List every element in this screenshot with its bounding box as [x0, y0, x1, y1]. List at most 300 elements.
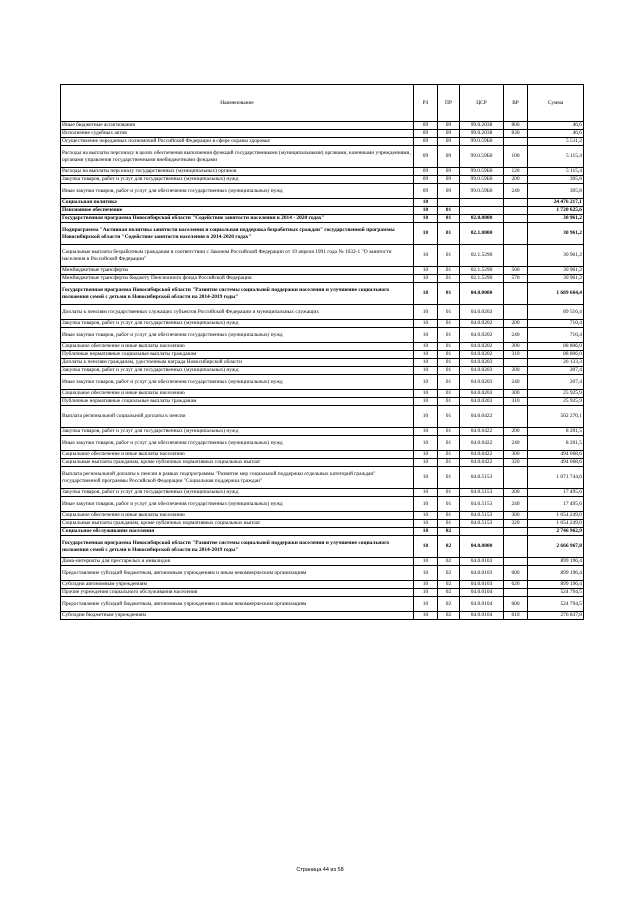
cell-pr: 09 — [438, 168, 460, 176]
page-number: Страница 44 из 58 — [296, 867, 344, 873]
cell-name: Иные закупки товаров, работ и услуг для обеспечения государственных (муниципальных) нужд — [61, 497, 414, 512]
cell-sum: 524 794,5 — [528, 597, 584, 612]
cell-rz: 10 — [414, 215, 438, 223]
cell-name: Публичные нормативные социальные выплаты гражданам — [61, 351, 414, 359]
cell-name: Публичные нормативные социальные выплаты гражданам — [61, 398, 414, 406]
table-row — [61, 168, 584, 176]
cell-csr: 04.0.0422 — [460, 436, 504, 451]
cell-sum: 2 746 962,9 — [528, 528, 584, 536]
cell-sum: 46,6 — [528, 130, 584, 138]
cell-name: Иные бюджетные ассигнования — [61, 122, 414, 130]
cell-sum: 5 115,4 — [528, 146, 584, 168]
cell-sum: 494 068,6 — [528, 459, 584, 467]
table-row — [61, 320, 584, 328]
cell-csr: 04.0.5153 — [460, 512, 504, 520]
cell-vr: 240 — [504, 436, 528, 451]
cell-csr: 99.0.59Б0 — [460, 184, 504, 199]
cell-name: Иные закупки товаров, работ и услуг для обеспечения государственных (муниципальных) нужд — [61, 184, 414, 199]
cell-rz: 10 — [414, 267, 438, 275]
cell-name: Межбюджетные трансферты бюджету Пенсионного фонда Российской Федерации — [61, 275, 414, 283]
cell-pr: 01 — [438, 520, 460, 528]
table-row — [61, 612, 584, 620]
table-row — [61, 558, 584, 566]
cell-vr: 610 — [504, 612, 528, 620]
cell-vr: 200 — [504, 428, 528, 436]
cell-pr: 01 — [438, 245, 460, 267]
cell-rz: 10 — [414, 305, 438, 320]
cell-csr: 04.0.0202 — [460, 351, 504, 359]
cell-csr: 04.0.0103 — [460, 581, 504, 589]
cell-name: Подпрограмма "Активная политика занятости населения и социальная поддержка безработных граждан" государственной программы Новосибирской области "Содействие занятости населения в 2014-2020 годах" — [61, 223, 414, 245]
cell-csr: 99.0.59Б0 — [460, 138, 504, 146]
cell-sum: 30 961,2 — [528, 267, 584, 275]
cell-pr: 02 — [438, 581, 460, 589]
cell-rz: 10 — [414, 199, 438, 207]
cell-rz: 09 — [414, 168, 438, 176]
cell-csr: 04.0.0104 — [460, 597, 504, 612]
cell-pr: 01 — [438, 489, 460, 497]
cell-vr: 240 — [504, 497, 528, 512]
cell-sum: 30 961,2 — [528, 275, 584, 283]
cell-pr: 01 — [438, 305, 460, 320]
cell-rz: 10 — [414, 328, 438, 343]
table-row — [61, 489, 584, 497]
cell-csr — [460, 207, 504, 215]
cell-rz: 10 — [414, 581, 438, 589]
cell-csr: 04.0.0422 — [460, 428, 504, 436]
cell-rz: 10 — [414, 367, 438, 375]
cell-sum: 1 054 249,0 — [528, 520, 584, 528]
cell-name: Субсидии бюджетным учреждениям — [61, 612, 414, 620]
cell-pr: 01 — [438, 390, 460, 398]
cell-csr: 04.0.0203 — [460, 375, 504, 390]
cell-csr: 04.0.0422 — [460, 459, 504, 467]
cell-csr — [460, 199, 504, 207]
cell-rz: 10 — [414, 436, 438, 451]
cell-pr: 09 — [438, 130, 460, 138]
cell-name: Дома-интернаты для престарелых и инвалидов — [61, 558, 414, 566]
cell-pr: 01 — [438, 351, 460, 359]
cell-csr: 04.0.5153 — [460, 497, 504, 512]
cell-pr: 09 — [438, 146, 460, 168]
cell-vr: 620 — [504, 581, 528, 589]
cell-vr — [504, 215, 528, 223]
cell-vr — [504, 245, 528, 267]
cell-csr: 02.0.0000 — [460, 215, 504, 223]
cell-rz: 10 — [414, 343, 438, 351]
cell-rz: 09 — [414, 130, 438, 138]
cell-sum: 899 196,4 — [528, 566, 584, 581]
cell-vr — [504, 467, 528, 489]
cell-pr: 01 — [438, 283, 460, 305]
cell-pr: 02 — [438, 589, 460, 597]
cell-csr: 04.0.0202 — [460, 320, 504, 328]
cell-sum: 25 925,9 — [528, 390, 584, 398]
cell-sum: 395,8 — [528, 176, 584, 184]
cell-sum: 25 925,9 — [528, 398, 584, 406]
header-name: Наименование — [61, 85, 414, 122]
cell-sum: 26 133,3 — [528, 359, 584, 367]
cell-csr: 02.1.5290 — [460, 267, 504, 275]
cell-rz: 10 — [414, 207, 438, 215]
cell-name: Закупка товаров, работ и услуг для государственных (муниципальных) нужд — [61, 428, 414, 436]
table-body — [61, 122, 584, 620]
table-row — [61, 275, 584, 283]
cell-csr: 04.0.0202 — [460, 328, 504, 343]
cell-rz: 10 — [414, 451, 438, 459]
cell-csr: 04.0.0103 — [460, 566, 504, 581]
cell-name: Социальная политика — [61, 199, 414, 207]
cell-vr: 310 — [504, 398, 528, 406]
cell-rz: 10 — [414, 520, 438, 528]
cell-pr: 01 — [438, 275, 460, 283]
cell-name: Расходы на выплаты персоналу в целях обеспечения выполнения функций государственными (муниципальными) органами, казенными учреждениями, органами управления государственными внебюджетными фондами — [61, 146, 414, 168]
cell-csr: 04.0.0000 — [460, 283, 504, 305]
cell-pr: 01 — [438, 223, 460, 245]
table-row — [61, 528, 584, 536]
table-row — [61, 459, 584, 467]
table-row — [61, 451, 584, 459]
cell-name: Иные закупки товаров, работ и услуг для обеспечения государственных (муниципальных) нужд — [61, 436, 414, 451]
cell-vr: 830 — [504, 130, 528, 138]
cell-csr: 04.0.0203 — [460, 390, 504, 398]
cell-name: Пенсионное обеспечение — [61, 207, 414, 215]
cell-rz: 10 — [414, 223, 438, 245]
cell-pr: 02 — [438, 597, 460, 612]
cell-csr: 04.0.0104 — [460, 589, 504, 597]
cell-name: Социальное обеспечение и иные выплаты населению — [61, 512, 414, 520]
cell-rz: 10 — [414, 459, 438, 467]
budget-table — [60, 84, 584, 620]
header-rz: РЗ — [414, 85, 438, 122]
cell-csr: 04.0.0103 — [460, 558, 504, 566]
table-row — [61, 359, 584, 367]
cell-vr — [504, 558, 528, 566]
cell-vr — [504, 528, 528, 536]
cell-rz: 10 — [414, 489, 438, 497]
cell-sum: 89 516,4 — [528, 305, 584, 320]
cell-csr: 04.0.0203 — [460, 398, 504, 406]
cell-name: Государственная программа Новосибирской области "Развитие системы социальной поддержки населения и улучшение социального положения семей с детьми в Новосибирской области на 2014-2019 годы" — [61, 536, 414, 558]
cell-sum: 899 196,4 — [528, 581, 584, 589]
cell-pr: 02 — [438, 536, 460, 558]
cell-sum: 17 495,6 — [528, 489, 584, 497]
cell-vr: 600 — [504, 566, 528, 581]
cell-vr: 600 — [504, 597, 528, 612]
cell-rz: 10 — [414, 245, 438, 267]
cell-sum: 207,4 — [528, 367, 584, 375]
cell-sum: 17 495,6 — [528, 497, 584, 512]
cell-sum: 395,8 — [528, 184, 584, 199]
table-row — [61, 390, 584, 398]
header-csr: ЦСР — [460, 85, 504, 122]
cell-rz: 09 — [414, 138, 438, 146]
cell-sum: 5 115,4 — [528, 168, 584, 176]
cell-name: Закупка товаров, работ и услуг для государственных (муниципальных) нужд — [61, 176, 414, 184]
cell-vr: 300 — [504, 451, 528, 459]
cell-name: Социальные выплаты гражданам, кроме публичных нормативных социальных выплат — [61, 520, 414, 528]
cell-name: Межбюджетные трансферты — [61, 267, 414, 275]
cell-rz: 10 — [414, 283, 438, 305]
cell-sum: 1 720 625,6 — [528, 207, 584, 215]
cell-vr: 500 — [504, 267, 528, 275]
table-row — [61, 367, 584, 375]
cell-csr: 04.0.0104 — [460, 612, 504, 620]
cell-csr: 99.0.2038 — [460, 130, 504, 138]
cell-name: Предоставление субсидий бюджетным, автономным учреждениям и иным некоммерческим организациям — [61, 597, 414, 612]
cell-sum: 8 201,5 — [528, 436, 584, 451]
cell-vr — [504, 223, 528, 245]
cell-sum: 24 476 217,1 — [528, 199, 584, 207]
cell-rz: 10 — [414, 536, 438, 558]
cell-name: Закупка товаров, работ и услуг для государственных (муниципальных) нужд — [61, 320, 414, 328]
cell-sum: 1 054 249,0 — [528, 512, 584, 520]
cell-name: Осуществление переданных полномочий Российской Федерации в сфере охраны здоровья — [61, 138, 414, 146]
cell-pr: 09 — [438, 138, 460, 146]
header-sum: Сумма — [528, 85, 584, 122]
cell-vr: 240 — [504, 328, 528, 343]
table-row — [61, 467, 584, 489]
cell-name: Предоставление субсидий бюджетным, автономным учреждениям и иным некоммерческим организациям — [61, 566, 414, 581]
cell-sum: 88 806,0 — [528, 351, 584, 359]
cell-name: Иные закупки товаров, работ и услуг для обеспечения государственных (муниципальных) нужд — [61, 375, 414, 390]
cell-name: Социальное обеспечение и иные выплаты населению — [61, 451, 414, 459]
cell-sum: 899 196,4 — [528, 558, 584, 566]
cell-name: Закупка товаров, работ и услуг для государственных (муниципальных) нужд — [61, 489, 414, 497]
cell-pr: 01 — [438, 328, 460, 343]
table-row — [61, 122, 584, 130]
header-vr: ВР — [504, 85, 528, 122]
table-row — [61, 176, 584, 184]
cell-name: Прочие учреждения социального обслуживания населения — [61, 589, 414, 597]
cell-csr: 04.0.5153 — [460, 467, 504, 489]
cell-vr: 300 — [504, 390, 528, 398]
cell-vr — [504, 283, 528, 305]
cell-csr: 02.1.5290 — [460, 245, 504, 267]
cell-sum: 88 806,0 — [528, 343, 584, 351]
cell-rz: 10 — [414, 528, 438, 536]
cell-sum: 30 961,2 — [528, 215, 584, 223]
cell-pr: 01 — [438, 267, 460, 275]
cell-vr: 310 — [504, 351, 528, 359]
cell-rz: 10 — [414, 558, 438, 566]
cell-vr: 300 — [504, 512, 528, 520]
cell-vr: 200 — [504, 320, 528, 328]
table-row — [61, 589, 584, 597]
cell-pr: 01 — [438, 215, 460, 223]
cell-name: Субсидии автономным учреждениям — [61, 581, 414, 589]
cell-sum: 8 201,5 — [528, 428, 584, 436]
cell-csr: 04.0.0203 — [460, 359, 504, 367]
cell-rz: 09 — [414, 176, 438, 184]
cell-name: Закупка товаров, работ и услуг для государственных (муниципальных) нужд — [61, 367, 414, 375]
cell-vr: 570 — [504, 275, 528, 283]
cell-vr: 200 — [504, 489, 528, 497]
table-row — [61, 267, 584, 275]
cell-vr: 240 — [504, 184, 528, 199]
table-row — [61, 351, 584, 359]
cell-sum: 524 794,5 — [528, 589, 584, 597]
cell-pr: 01 — [438, 207, 460, 215]
cell-name: Государственная программа Новосибирской области "Развитие системы социальной поддержки населения и улучшение социального положения семей с детьми в Новосибирской области на 2014-2019 годы" — [61, 283, 414, 305]
table-row — [61, 520, 584, 528]
cell-csr: 04.0.0000 — [460, 536, 504, 558]
cell-name: Социальное обеспечение и иные выплаты населению — [61, 343, 414, 351]
cell-name: Расходы на выплаты персоналу государственных (муниципальных) органов — [61, 168, 414, 176]
cell-rz: 10 — [414, 612, 438, 620]
cell-pr: 02 — [438, 558, 460, 566]
cell-csr: 99.0.59Б0 — [460, 168, 504, 176]
cell-pr: 02 — [438, 612, 460, 620]
cell-csr: 02.1.5290 — [460, 275, 504, 283]
table-row — [61, 184, 584, 199]
cell-csr: 99.0.2038 — [460, 122, 504, 130]
header-pr: ПР — [438, 85, 460, 122]
cell-pr: 01 — [438, 451, 460, 459]
cell-rz: 10 — [414, 406, 438, 428]
cell-rz: 09 — [414, 122, 438, 130]
cell-pr: 01 — [438, 320, 460, 328]
cell-sum: 207,4 — [528, 375, 584, 390]
cell-csr: 04.0.5153 — [460, 520, 504, 528]
cell-sum: 494 068,6 — [528, 451, 584, 459]
cell-vr: 120 — [504, 168, 528, 176]
cell-name: Иные закупки товаров, работ и услуг для обеспечения государственных (муниципальных) нужд — [61, 328, 414, 343]
cell-pr: 02 — [438, 528, 460, 536]
cell-sum: 2 666 967,8 — [528, 536, 584, 558]
cell-pr: 01 — [438, 343, 460, 351]
cell-rz: 10 — [414, 467, 438, 489]
table-row — [61, 199, 584, 207]
table-header-row — [61, 85, 584, 122]
cell-rz: 10 — [414, 375, 438, 390]
cell-pr: 09 — [438, 122, 460, 130]
cell-rz: 09 — [414, 146, 438, 168]
cell-pr: 01 — [438, 375, 460, 390]
cell-rz: 10 — [414, 320, 438, 328]
table-row — [61, 436, 584, 451]
cell-pr: 01 — [438, 428, 460, 436]
cell-sum: 710,4 — [528, 328, 584, 343]
cell-csr: 04.0.0202 — [460, 305, 504, 320]
table-row — [61, 146, 584, 168]
cell-pr: 01 — [438, 467, 460, 489]
cell-vr: 240 — [504, 375, 528, 390]
cell-csr: 04.0.0422 — [460, 406, 504, 428]
cell-pr: 01 — [438, 512, 460, 520]
cell-pr: 01 — [438, 497, 460, 512]
cell-rz: 10 — [414, 566, 438, 581]
table-row — [61, 283, 584, 305]
table-row — [61, 512, 584, 520]
cell-csr: 04.0.0422 — [460, 451, 504, 459]
cell-vr — [504, 199, 528, 207]
cell-name: Исполнение судебных актов — [61, 130, 414, 138]
cell-vr: 320 — [504, 459, 528, 467]
cell-sum: 30 961,2 — [528, 223, 584, 245]
cell-rz: 10 — [414, 359, 438, 367]
cell-vr: 100 — [504, 146, 528, 168]
cell-name: Выплата региональной доплаты к пенсии в рамках подпрограммы "Развитие мер социальной поддержки отдельных категорий граждан" государственной программы Российской Федерации "Социальная поддержка граждан" — [61, 467, 414, 489]
table-row — [61, 406, 584, 428]
table-row — [61, 130, 584, 138]
cell-vr — [504, 589, 528, 597]
cell-pr: 01 — [438, 359, 460, 367]
cell-vr — [504, 207, 528, 215]
cell-rz: 10 — [414, 497, 438, 512]
cell-vr — [504, 138, 528, 146]
cell-pr: 09 — [438, 176, 460, 184]
cell-pr: 01 — [438, 436, 460, 451]
cell-csr: 02.1.0000 — [460, 223, 504, 245]
cell-csr: 04.0.5153 — [460, 489, 504, 497]
cell-sum: 30 961,2 — [528, 245, 584, 267]
table-row — [61, 207, 584, 215]
cell-rz: 09 — [414, 184, 438, 199]
table-row — [61, 245, 584, 267]
cell-csr: 99.0.59Б0 — [460, 176, 504, 184]
cell-name: Государственная программа Новосибирской области "Содействие занятости населения в 2014 - 2020 годах" — [61, 215, 414, 223]
cell-vr — [504, 536, 528, 558]
cell-sum: 502 270,1 — [528, 406, 584, 428]
table-row — [61, 428, 584, 436]
cell-name: Доплаты к пенсиям государственных служащих субъектов Российской Федерации и муниципальных служащих — [61, 305, 414, 320]
table-row — [61, 597, 584, 612]
cell-rz: 10 — [414, 512, 438, 520]
cell-rz: 10 — [414, 589, 438, 597]
cell-vr — [504, 359, 528, 367]
cell-csr: 04.0.0202 — [460, 343, 504, 351]
cell-pr: 01 — [438, 459, 460, 467]
cell-rz: 10 — [414, 390, 438, 398]
cell-name: Доплаты к пенсиям гражданам, удостоенным награда Новосибирской области — [61, 359, 414, 367]
table-row — [61, 566, 584, 581]
table-row — [61, 328, 584, 343]
cell-vr: 200 — [504, 176, 528, 184]
table-row — [61, 305, 584, 320]
table-row — [61, 138, 584, 146]
table-row — [61, 398, 584, 406]
cell-name: Социальные выплаты безработным гражданам в соответствии с Законом Российской Федерации от 19 апреля 1991 года № 1032-1 "О занятости населения в Российской Федерации" — [61, 245, 414, 267]
cell-csr — [460, 528, 504, 536]
cell-vr — [504, 305, 528, 320]
table-row — [61, 343, 584, 351]
cell-name: Социальное обеспечение и иные выплаты населению — [61, 390, 414, 398]
cell-sum: 1 071 744,6 — [528, 467, 584, 489]
cell-pr: 09 — [438, 184, 460, 199]
cell-sum: 710,4 — [528, 320, 584, 328]
cell-vr — [504, 406, 528, 428]
cell-pr — [438, 199, 460, 207]
cell-sum: 46,6 — [528, 122, 584, 130]
cell-name: Социальное обслуживание населения — [61, 528, 414, 536]
cell-vr: 300 — [504, 343, 528, 351]
cell-vr: 320 — [504, 520, 528, 528]
cell-pr: 01 — [438, 406, 460, 428]
cell-csr: 99.0.59Б0 — [460, 146, 504, 168]
cell-rz: 10 — [414, 398, 438, 406]
cell-vr: 800 — [504, 122, 528, 130]
cell-rz: 10 — [414, 351, 438, 359]
table-row — [61, 223, 584, 245]
cell-sum: 1 689 664,4 — [528, 283, 584, 305]
cell-pr: 01 — [438, 398, 460, 406]
cell-name: Выплата региональной социальной доплаты к пенсии — [61, 406, 414, 428]
cell-pr: 01 — [438, 367, 460, 375]
table-row — [61, 497, 584, 512]
cell-vr: 200 — [504, 367, 528, 375]
cell-rz: 10 — [414, 428, 438, 436]
